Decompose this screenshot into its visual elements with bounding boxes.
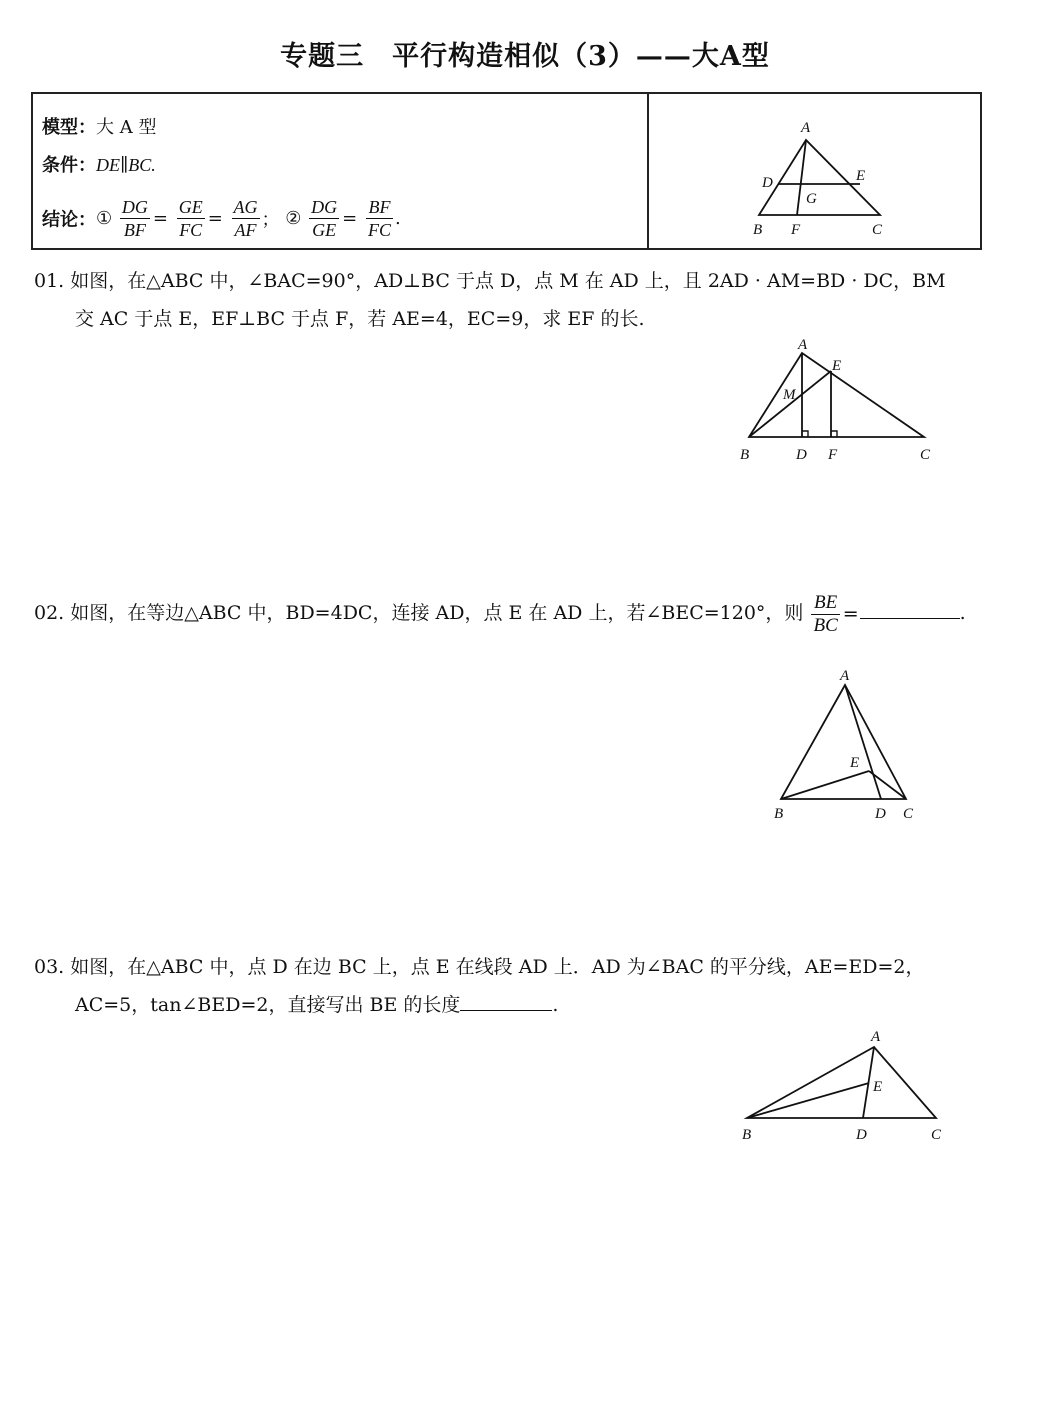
- fraction-ge-fc: $\frac{GE}{FC}$: [178, 197, 203, 240]
- q2-answer-blank[interactable]: [860, 618, 960, 619]
- q2-label-d: D: [875, 806, 886, 822]
- model-line: [42, 113, 156, 139]
- q3-text-line2: AC=5，tan∠BED=2，直接写出 BE 的长度: [75, 994, 461, 1016]
- q3-label-c: C: [931, 1127, 942, 1143]
- q1-number: 01.: [34, 270, 65, 292]
- q3-answer-blank[interactable]: [460, 1010, 552, 1011]
- q1-text-line1: 如图，在△ABC 中，∠BAC=90°，AD⊥BC 于点 D，点 M 在 AD 上，且 2AD · AM=BD · DC，BM: [70, 270, 946, 292]
- q1-segment-be: [749, 371, 831, 437]
- q1-figure: [730, 335, 950, 470]
- q2-label-c: C: [903, 806, 914, 822]
- fraction-dg-bf: $\frac{DG}{BF}$: [121, 197, 148, 240]
- question-1: [34, 262, 994, 300]
- label-d: D: [762, 175, 773, 191]
- conclusion-line: 结论：① $\frac{DG}{BF}$ = $\frac{GE}{FC}$ = $\frac{AG}{AF}$ ； ② $\frac{DG}{GE}$ = $\frac{BF}{FC}$ .: [42, 197, 401, 240]
- fraction-ag-af: $\frac{AG}{AF}$: [233, 197, 258, 240]
- q3-label-a: A: [871, 1029, 881, 1045]
- label-e: E: [856, 168, 866, 184]
- page-title: 专题三 平行构造相似（3）——大A型: [280, 41, 770, 72]
- label-g: G: [806, 191, 817, 207]
- label-f: F: [791, 222, 801, 238]
- q3-label-b: B: [742, 1127, 752, 1143]
- fraction-bf-fc: $\frac{BF}{FC}$: [367, 197, 391, 240]
- q1-label-f: F: [828, 447, 838, 463]
- label-b: B: [753, 222, 763, 238]
- condition-line: [42, 151, 156, 177]
- q1-label-e: E: [832, 358, 842, 374]
- q1-text-line2: 交 AC 于点 E，EF⊥BC 于点 F，若 AE=4，EC=9，求 EF 的长.: [75, 308, 645, 330]
- model-figure: [700, 110, 940, 245]
- question-3: [34, 948, 1024, 986]
- q3-label-d: D: [856, 1127, 867, 1143]
- q2-fraction-be-bc: $\frac{BE}{BC}$: [813, 591, 838, 636]
- q2-triangle: [781, 685, 906, 799]
- q2-text: 如图，在等边△ABC 中，BD=4DC，连接 AD，点 E 在 AD 上，若∠BEC=120°，则: [70, 602, 804, 624]
- q2-label-a: A: [840, 668, 850, 684]
- q2-number: 02.: [34, 602, 65, 624]
- q2-label-e: E: [850, 755, 860, 771]
- q3-number: 03.: [34, 956, 65, 978]
- q1-label-b: B: [740, 447, 750, 463]
- model-box-divider: [647, 92, 649, 250]
- condition-label: 条件：: [42, 155, 96, 176]
- q2-figure: [760, 665, 940, 830]
- q1-label-m: M: [783, 387, 796, 403]
- question-1-line2: [75, 300, 975, 338]
- conclusion-label: 结论：: [42, 209, 96, 231]
- q2-label-b: B: [774, 806, 784, 822]
- semicolon: ；: [261, 209, 280, 231]
- condition-value: DE∥BC.: [96, 155, 156, 175]
- model-value: 大 A 型: [96, 117, 157, 138]
- q1-label-a: A: [798, 337, 808, 353]
- q2-segment-ec: [869, 771, 906, 799]
- q3-figure: [730, 1020, 960, 1155]
- q1-label-c: C: [920, 447, 931, 463]
- circle-two: ②: [285, 208, 302, 229]
- q3-segment-be: [747, 1083, 869, 1118]
- question-3-line2: AC=5，tan∠BED=2，直接写出 BE 的长度 .: [75, 994, 559, 1016]
- q1-label-d: D: [796, 447, 807, 463]
- q3-triangle: [747, 1047, 936, 1118]
- question-2: 02. 如图，在等边△ABC 中，BD=4DC，连接 AD，点 E 在 AD 上，若∠BEC=120°，则 $\frac{BE}{BC}$ = .: [34, 591, 966, 636]
- circle-one: ①: [96, 208, 113, 229]
- label-a: A: [801, 120, 811, 136]
- model-label: 模型：: [42, 117, 96, 138]
- q3-text-line1: 如图，在△ABC 中，点 D 在边 BC 上，点 E 在线段 AD 上．AD 为∠BAC 的平分线，AE=ED=2，: [70, 956, 925, 978]
- q3-label-e: E: [873, 1079, 883, 1095]
- label-c: C: [872, 222, 883, 238]
- fraction-dg-ge: $\frac{DG}{GE}$: [311, 197, 338, 240]
